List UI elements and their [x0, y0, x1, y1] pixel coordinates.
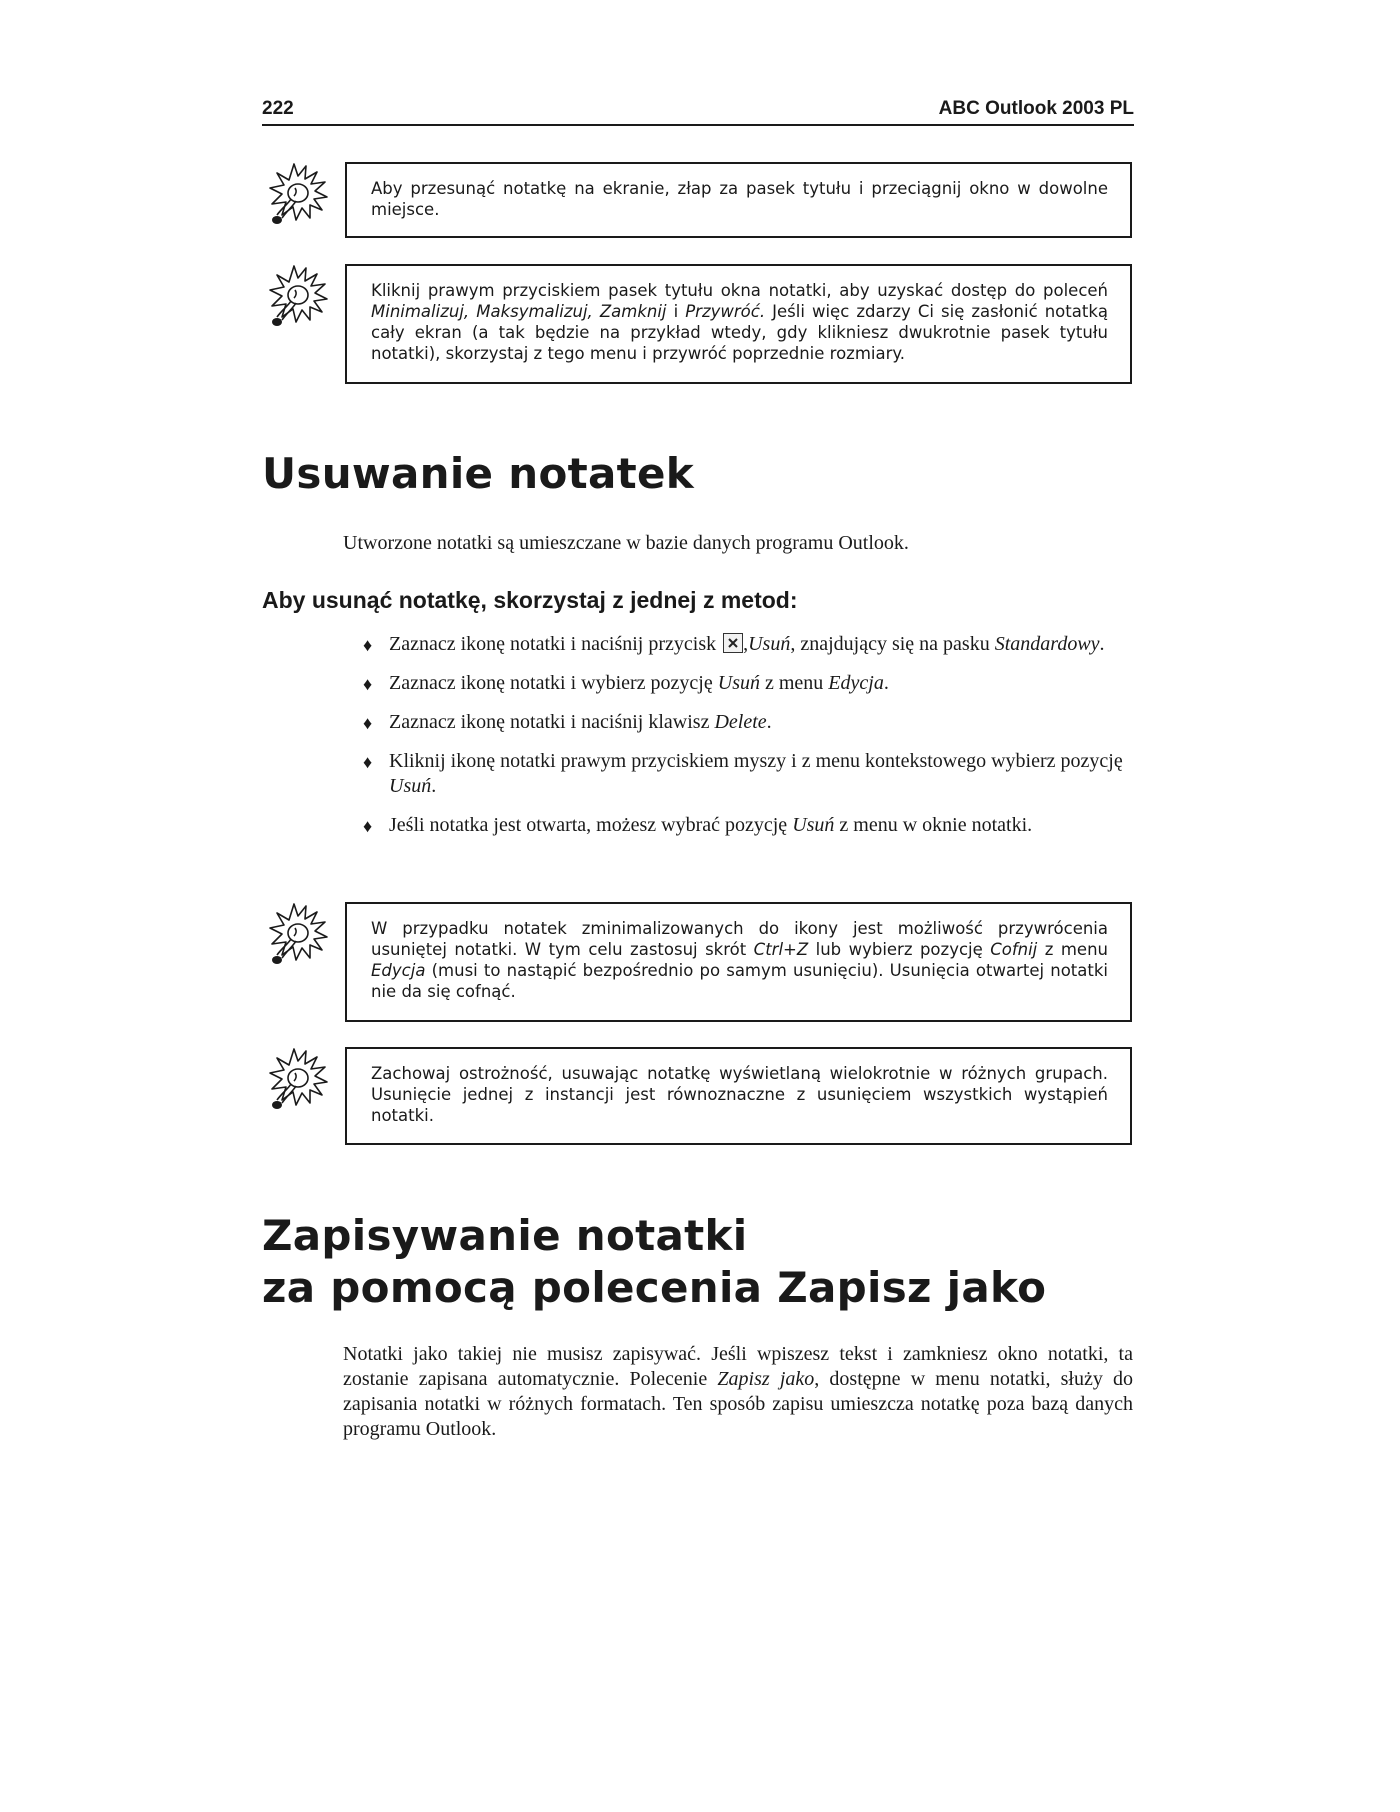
methods-list [343, 632, 1133, 852]
book-title: ABC Outlook 2003 PL [938, 98, 1134, 119]
section-heading [262, 1210, 1046, 1314]
tip-text-italic: Ctrl+Z [753, 940, 809, 959]
subheading: Aby usunąć notatkę, skorzystaj z jednej z metod: [262, 587, 798, 613]
page-number: 222 [262, 98, 294, 119]
diamond-bullet-icon: ♦ [363, 713, 373, 733]
section-heading: Usuwanie notatek [262, 449, 695, 498]
list-item: ♦ Kliknij ikonę notatki prawym przyciskiem myszy i z menu kontekstowego wybierz pozycję Usuń. [363, 750, 1123, 797]
tip-text: lub wybierz pozycję [808, 940, 991, 959]
lightbulb-tip-icon [260, 262, 334, 336]
tip-text-italic: Cofnij [990, 940, 1038, 959]
tip-text: Jeśli więc zdarzy Ci się zasłonić notatką cały ekran (a tak będzie na przykład wtedy, gdy klikniesz dwukrotnie pasek tytułu notatki), skorzystaj z tego menu i przywróć poprzednie rozmiary. [371, 302, 1108, 363]
tip-text: (musi to nastąpić bezpośrednio po samym usunięciu). Usunięcia otwartej notatki nie da się cofnąć. [371, 961, 1108, 1001]
section-heading-line: za pomocą polecenia Zapisz jako [262, 1263, 1047, 1312]
tip-box [345, 1047, 1132, 1145]
tip-text: Kliknij prawym przyciskiem pasek tytułu okna notatki, aby uzyskać dostęp do poleceń [371, 281, 1108, 300]
lightbulb-tip-icon [260, 160, 334, 234]
list-item: ♦ Zaznacz ikonę notatki i naciśnij przycisk ,Usuń, znajdujący się na pasku Standardowy. [343, 632, 1133, 657]
diamond-bullet-icon: ♦ [363, 816, 373, 836]
tip-box [345, 162, 1132, 238]
section-heading-line: Zapisywanie notatki [262, 1211, 748, 1260]
tip-text: z menu [1037, 940, 1108, 959]
tip-text-italic: Przywróć. [685, 302, 766, 321]
list-item: ♦ Zaznacz ikonę notatki i wybierz pozycję Usuń z menu Edycja. [343, 671, 1133, 696]
diamond-bullet-icon: ♦ [363, 635, 373, 655]
tip-text: Zachowaj ostrożność, usuwając notatkę wyświetlaną wielokrotnie w różnych grupach. Usunięcie jednej z instancji jest równoznaczne z usunięciem wszystkich wystąpień notatki. [371, 1064, 1108, 1125]
tip-text-italic: Minimalizuj, Maksymalizuj, Zamknij [371, 302, 667, 321]
lightbulb-tip-icon [260, 900, 334, 974]
section-paragraph: Notatki jako takiej nie musisz zapisywać. Jeśli wpiszesz tekst i zamkniesz okno notatki, ta zostanie zapisana automatycznie. Polecenie Zapisz jako, dostępne w menu notatki, służy do zapisania notatki w różnych formatach. Ten sposób zapisu umieszcza notatkę poza bazą danych programu Outlook. [343, 1343, 1134, 1440]
diamond-bullet-icon: ♦ [363, 674, 373, 694]
tip-text: W przypadku notatek zminimalizowanych do ikony jest możliwość przywrócenia usuniętej notatki. W tym celu zastosuj skrót [371, 919, 1108, 959]
tip-box [345, 264, 1132, 384]
list-item: ♦ Zaznacz ikonę notatki i naciśnij klawisz Delete. [343, 710, 1133, 735]
delete-button-icon [723, 633, 743, 653]
tip-text-italic: Edycja [371, 961, 426, 980]
list-item: ♦ Jeśli notatka jest otwarta, możesz wybrać pozycję Usuń z menu w oknie notatki. [343, 813, 1133, 838]
tip-text: Aby przesunąć notatkę na ekranie, złap za pasek tytułu i przeciągnij okno w dowolne miejsce. [371, 179, 1108, 219]
lightbulb-tip-icon [260, 1045, 334, 1119]
tip-box [345, 902, 1132, 1022]
section-intro: Utworzone notatki są umieszczane w bazie danych programu Outlook. [343, 532, 909, 554]
tip-text: i [666, 302, 686, 321]
running-header [262, 96, 1134, 126]
diamond-bullet-icon: ♦ [363, 752, 373, 772]
